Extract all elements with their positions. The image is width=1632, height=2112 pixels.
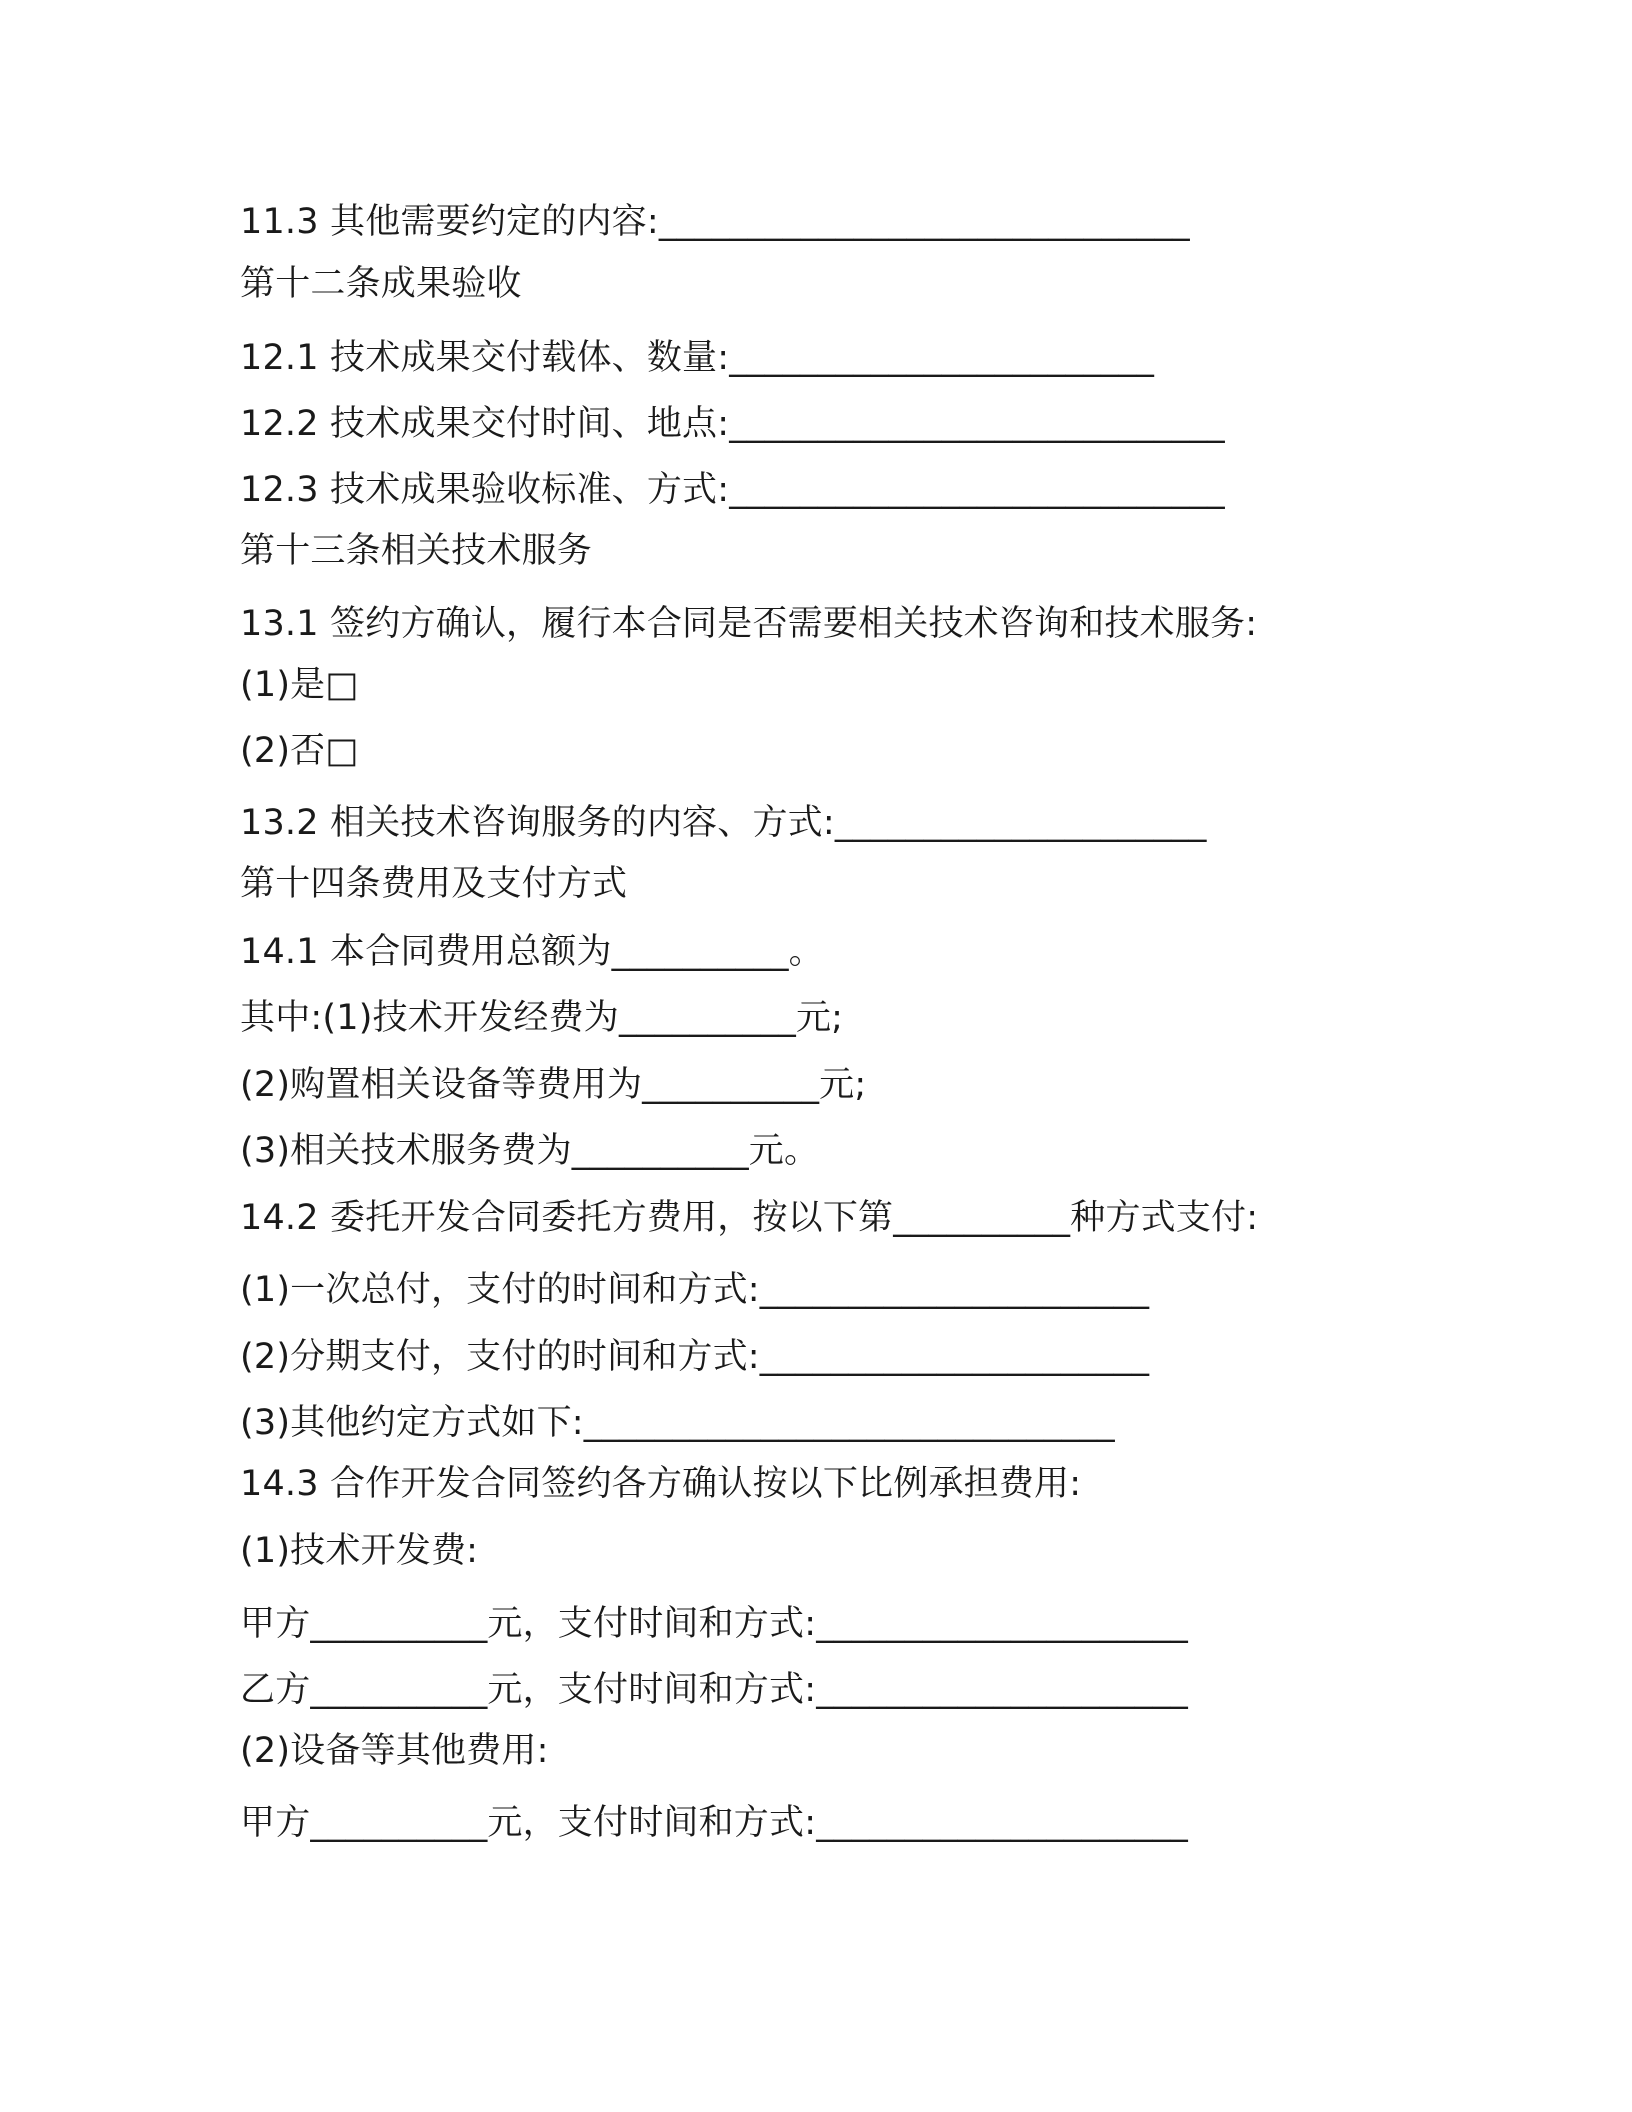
fee-equipment: (2)购置相关设备等费用为__________元;	[240, 1065, 867, 1105]
cost-development-heading: (1)技术开发费:	[240, 1531, 479, 1571]
clause-12-1: 12.1 技术成果交付载体、数量:________________________	[240, 338, 1155, 378]
article-13-heading: 第十三条相关技术服务	[240, 531, 593, 571]
option-yes: (1)是□	[240, 665, 359, 705]
fee-development: 其中:(1)技术开发经费为__________元;	[240, 998, 844, 1038]
party-a-development-cost: 甲方__________元，支付时间和方式:_____________________	[240, 1604, 1188, 1644]
payment-installments: (2)分期支付，支付的时间和方式:______________________	[240, 1337, 1150, 1377]
payment-lump-sum: (1)一次总付，支付的时间和方式:______________________	[240, 1270, 1150, 1310]
party-a-equipment-cost: 甲方__________元，支付时间和方式:_____________________	[240, 1803, 1188, 1843]
clause-12-3: 12.3 技术成果验收标准、方式:____________________________	[240, 470, 1225, 510]
payment-other: (3)其他约定方式如下:______________________________	[240, 1403, 1115, 1443]
clause-13-1: 13.1 签约方确认，履行本合同是否需要相关技术咨询和技术服务:	[240, 604, 1258, 644]
article-12-heading: 第十二条成果验收	[240, 264, 522, 304]
clause-13-2: 13.2 相关技术咨询服务的内容、方式:_____________________	[240, 803, 1207, 843]
option-no: (2)否□	[240, 731, 359, 771]
cost-equipment-heading: (2)设备等其他费用:	[240, 1731, 549, 1771]
clause-12-2: 12.2 技术成果交付时间、地点:____________________________	[240, 404, 1225, 444]
article-14-heading: 第十四条费用及支付方式	[240, 864, 628, 904]
fee-service: (3)相关技术服务费为__________元。	[240, 1131, 820, 1171]
clause-14-1: 14.1 本合同费用总额为__________。	[240, 932, 824, 972]
party-b-development-cost: 乙方__________元，支付时间和方式:_____________________	[240, 1670, 1188, 1710]
clause-11-3: 11.3 其他需要约定的内容:______________________________	[240, 202, 1190, 242]
clause-14-2: 14.2 委托开发合同委托方费用，按以下第__________种方式支付:	[240, 1198, 1259, 1238]
clause-14-3: 14.3 合作开发合同签约各方确认按以下比例承担费用:	[240, 1464, 1082, 1504]
